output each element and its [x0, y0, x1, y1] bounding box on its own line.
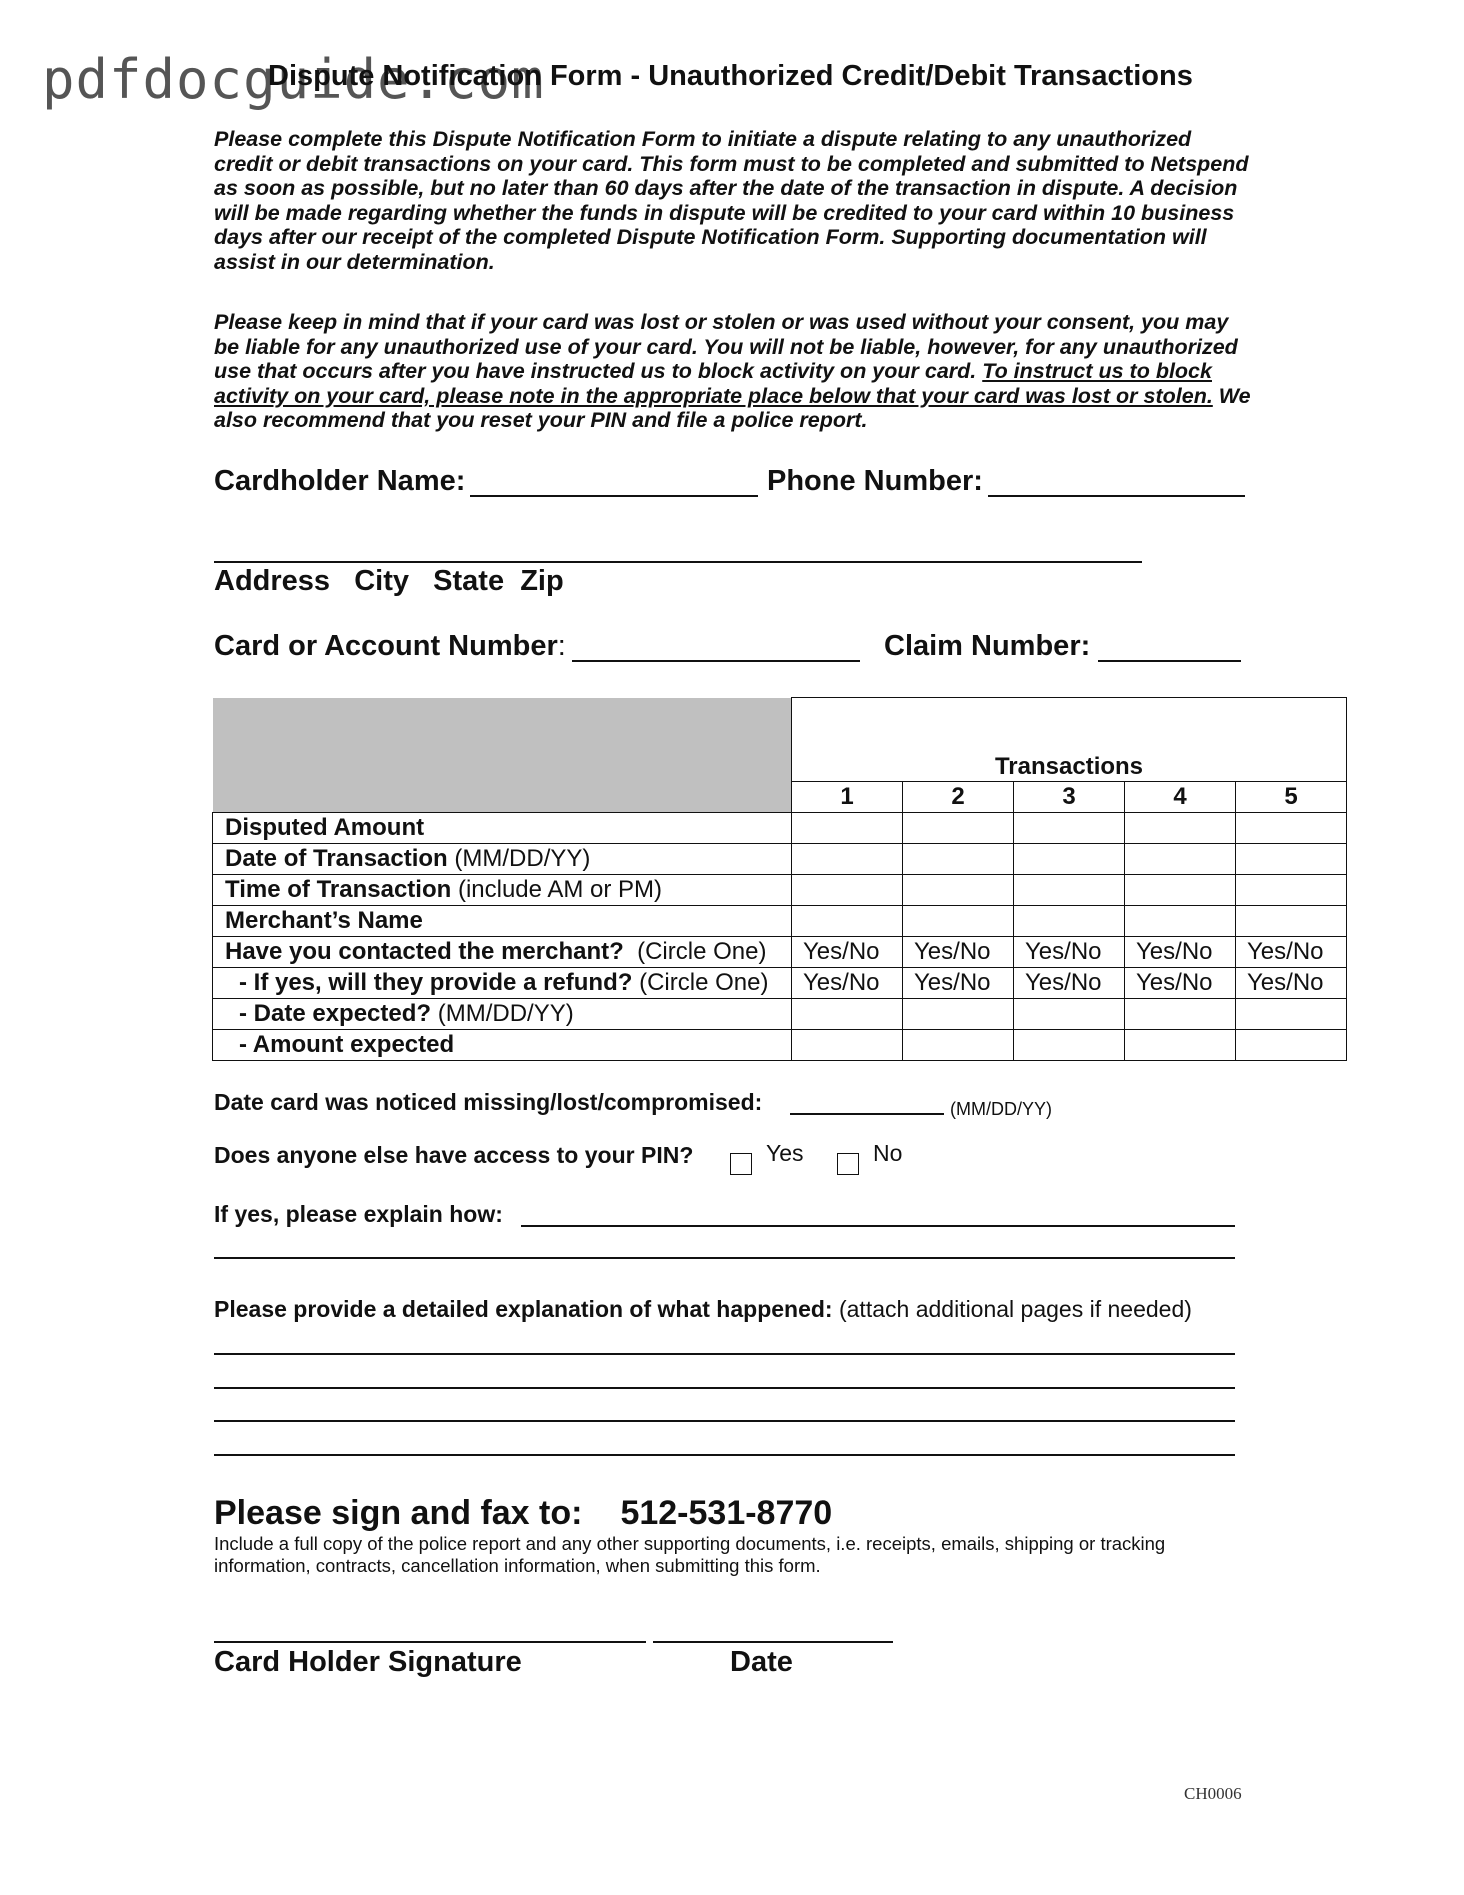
- date-label: Date: [730, 1646, 793, 1678]
- transaction-cell[interactable]: [1014, 1030, 1125, 1061]
- date-missing-question: [214, 1089, 762, 1116]
- row-label-text: Date of Transaction: [225, 845, 448, 872]
- explanation-line-1[interactable]: [214, 1353, 1235, 1355]
- transaction-cell[interactable]: [1125, 813, 1236, 844]
- row-label: [213, 906, 792, 937]
- transaction-cell[interactable]: [1014, 906, 1125, 937]
- transaction-cell[interactable]: [1125, 875, 1236, 906]
- liability-underlined-text: To instruct us to block activity on your card, please note in the appropriate place below that your card was lost or stolen.: [214, 359, 1213, 408]
- row-label: [213, 1030, 792, 1061]
- card-account-number-label: [214, 630, 566, 663]
- form-title: Dispute Notification Form - Unauthorized Credit/Debit Transactions: [268, 60, 1193, 92]
- row-label: [213, 968, 792, 999]
- row-label-note: (include AM or PM): [451, 876, 663, 903]
- phone-number-line[interactable]: [988, 495, 1245, 497]
- row-label: [213, 813, 792, 844]
- transaction-cell[interactable]: [903, 875, 1014, 906]
- row-label-note: (Circle One): [623, 938, 767, 965]
- date-missing-line[interactable]: [790, 1113, 944, 1115]
- explain-how-line-2[interactable]: [214, 1257, 1235, 1259]
- row-label-note: (MM/DD/YY): [431, 1000, 574, 1027]
- card-account-number-line[interactable]: [572, 660, 860, 662]
- cardholder-name-line[interactable]: [470, 495, 758, 497]
- transaction-cell[interactable]: [1125, 844, 1236, 875]
- row-label-text: - Date expected?: [239, 1000, 432, 1027]
- pin-yes-label: Yes: [766, 1140, 804, 1166]
- date-missing-format: (MM/DD/YY): [950, 1099, 1052, 1119]
- transaction-cell[interactable]: Yes/No: [1014, 968, 1125, 999]
- transaction-cell[interactable]: Yes/No: [1236, 968, 1347, 999]
- explain-how-line-1[interactable]: [521, 1225, 1235, 1227]
- column-header-3: 3: [1014, 782, 1125, 813]
- transaction-cell[interactable]: [1125, 906, 1236, 937]
- row-label-note: (MM/DD/YY): [447, 845, 591, 872]
- table-row: [213, 844, 1347, 875]
- table-row: [213, 937, 1347, 968]
- transaction-cell[interactable]: [1014, 875, 1125, 906]
- transaction-cell[interactable]: Yes/No: [1014, 937, 1125, 968]
- row-label-text: Merchant’s Name: [225, 907, 423, 934]
- transaction-cell[interactable]: Yes/No: [1125, 937, 1236, 968]
- phone-number-label: Phone Number:: [767, 465, 983, 497]
- card-account-colon: :: [557, 630, 566, 662]
- column-header-1: 1: [792, 782, 903, 813]
- claim-number-label: Claim Number:: [884, 630, 1091, 662]
- fax-label: Please sign and fax to:: [214, 1494, 583, 1532]
- transactions-table: [212, 697, 1347, 1061]
- transaction-cell[interactable]: [1014, 844, 1125, 875]
- row-label: [213, 844, 792, 875]
- transaction-cell[interactable]: [1125, 1030, 1236, 1061]
- explanation-label: Please provide a detailed explanation of what happened:: [214, 1296, 833, 1322]
- transaction-cell[interactable]: [792, 999, 903, 1030]
- transaction-cell[interactable]: [903, 813, 1014, 844]
- transaction-cell[interactable]: [903, 999, 1014, 1030]
- transaction-cell[interactable]: [1236, 999, 1347, 1030]
- transaction-cell[interactable]: [792, 813, 903, 844]
- fax-note: Include a full copy of the police report and any other supporting documents, i.e. receipts, emails, shipping or tracking information, contracts, cancellation information, when submitting this form.: [214, 1533, 1166, 1576]
- transactions-table-body: [213, 813, 1347, 1061]
- pin-access-label: Does anyone else have access to your PIN?: [214, 1142, 694, 1168]
- cardholder-name-label: Cardholder Name:: [214, 465, 466, 497]
- transaction-cell[interactable]: [903, 906, 1014, 937]
- row-label-text: Time of Transaction: [225, 876, 452, 903]
- transactions-header: Transactions: [792, 698, 1347, 782]
- address-labels: Address City State Zip: [214, 565, 564, 597]
- row-label: [213, 875, 792, 906]
- transaction-cell[interactable]: [792, 1030, 903, 1061]
- table-row: [213, 1030, 1347, 1061]
- card-account-number-text: Card or Account Number: [214, 630, 558, 662]
- table-row: [213, 906, 1347, 937]
- table-row: [213, 968, 1347, 999]
- liability-text-after: We also recommend that you reset your PIN and file a police report.: [214, 383, 1251, 433]
- explanation-question: [214, 1296, 1192, 1323]
- table-header-blank: [213, 698, 792, 813]
- transaction-cell[interactable]: [1236, 813, 1347, 844]
- transaction-cell[interactable]: Yes/No: [903, 937, 1014, 968]
- table-row: [213, 875, 1347, 906]
- table-row: [213, 999, 1347, 1030]
- row-label-text: Have you contacted the merchant?: [225, 938, 624, 965]
- row-label-text: - Amount expected: [239, 1031, 455, 1058]
- transaction-cell[interactable]: [792, 906, 903, 937]
- transaction-cell[interactable]: [903, 1030, 1014, 1061]
- row-label: [213, 999, 792, 1030]
- transaction-cell[interactable]: [1014, 999, 1125, 1030]
- signature-line[interactable]: [214, 1641, 646, 1643]
- liability-paragraph: [214, 310, 1254, 433]
- explanation-line-2[interactable]: [214, 1387, 1235, 1389]
- transaction-cell[interactable]: Yes/No: [792, 937, 903, 968]
- row-label-text: Disputed Amount: [225, 814, 425, 841]
- fax-number: 512-531-8770: [620, 1494, 833, 1532]
- row-label-note: (Circle One): [632, 969, 769, 996]
- explain-how-label: If yes, please explain how:: [214, 1201, 503, 1227]
- signature-label: Card Holder Signature: [214, 1646, 522, 1678]
- intro-paragraph: Please complete this Dispute Notification Form to initiate a dispute relating to any unauthorized credit or debit transactions on your card. This form must to be completed and submitted to Netspend as soon as possible, but no later than 60 days after the date of the transaction in dispute. A decision will be made regarding whether the funds in dispute will be credited to your card within 10 business days after our receipt of the completed Dispute Notification Form. Supporting documentation will assist in our determination.: [214, 127, 1249, 274]
- transaction-cell[interactable]: [903, 844, 1014, 875]
- pin-no-checkbox[interactable]: [837, 1153, 859, 1175]
- table-row: [213, 813, 1347, 844]
- explanation-line-3[interactable]: [214, 1420, 1235, 1422]
- transaction-cell[interactable]: [1236, 875, 1347, 906]
- fax-instruction: [214, 1494, 832, 1533]
- explanation-line-4[interactable]: [214, 1454, 1235, 1456]
- transaction-cell[interactable]: Yes/No: [1236, 937, 1347, 968]
- address-line[interactable]: [214, 561, 1142, 563]
- column-header-5: 5: [1236, 782, 1347, 813]
- transaction-cell[interactable]: [1236, 844, 1347, 875]
- pin-yes-checkbox[interactable]: [730, 1153, 752, 1175]
- transaction-cell[interactable]: [792, 844, 903, 875]
- transaction-cell[interactable]: [1236, 1030, 1347, 1061]
- pin-no-label: No: [873, 1140, 903, 1166]
- column-header-4: 4: [1125, 782, 1236, 813]
- liability-text-before: Please keep in mind that if your card was lost or stolen or was used without your consent, you may be liable for any unauthorized use of your card. You will not be liable, however, for any unauthorized use that occurs after you have instructed us to block activity on your card.: [214, 310, 1238, 384]
- watermark-text: pdfdocguide.com: [42, 48, 545, 111]
- transaction-cell[interactable]: [1236, 906, 1347, 937]
- transaction-cell[interactable]: Yes/No: [903, 968, 1014, 999]
- transaction-cell[interactable]: Yes/No: [792, 968, 903, 999]
- column-header-2: 2: [903, 782, 1014, 813]
- transaction-cell[interactable]: [1125, 999, 1236, 1030]
- date-line[interactable]: [653, 1641, 893, 1643]
- row-label-text: - If yes, will they provide a refund?: [239, 969, 633, 996]
- transaction-cell[interactable]: [1014, 813, 1125, 844]
- row-label: [213, 937, 792, 968]
- transaction-cell[interactable]: Yes/No: [1125, 968, 1236, 999]
- form-code: CH0006: [1184, 1784, 1242, 1803]
- explanation-note: (attach additional pages if needed): [832, 1296, 1192, 1322]
- date-missing-label: Date card was noticed missing/lost/compromised:: [214, 1089, 763, 1115]
- transaction-cell[interactable]: [792, 875, 903, 906]
- claim-number-line[interactable]: [1098, 660, 1241, 662]
